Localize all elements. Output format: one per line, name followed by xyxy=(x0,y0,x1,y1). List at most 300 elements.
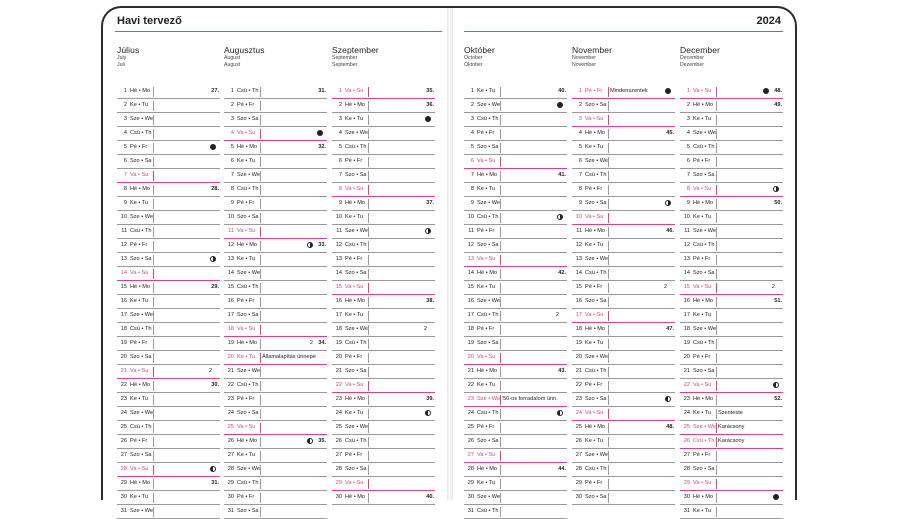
day-row[interactable] xyxy=(572,113,675,127)
day-row[interactable] xyxy=(224,267,327,281)
day-number: 6 xyxy=(338,158,342,164)
day-row[interactable] xyxy=(680,141,783,155)
day-row[interactable] xyxy=(464,169,567,183)
day-number: 9 xyxy=(338,200,342,206)
month-column-september xyxy=(332,45,435,500)
day-row[interactable] xyxy=(680,253,783,267)
day-row[interactable] xyxy=(224,85,327,99)
day-row[interactable] xyxy=(117,239,220,253)
day-row[interactable] xyxy=(464,393,567,407)
day-row[interactable] xyxy=(572,267,675,281)
day-row[interactable] xyxy=(224,351,327,365)
day-row[interactable] xyxy=(332,169,435,183)
day-row[interactable] xyxy=(572,99,675,113)
day-row[interactable] xyxy=(332,281,435,295)
day-number: 4 xyxy=(686,130,690,136)
day-row[interactable] xyxy=(572,281,675,295)
weekday-label: Szo • Sa xyxy=(345,368,367,374)
day-row[interactable] xyxy=(224,141,327,155)
day-row[interactable] xyxy=(464,323,567,337)
day-row[interactable] xyxy=(464,491,567,505)
day-row[interactable] xyxy=(680,211,783,225)
day-row[interactable] xyxy=(117,393,220,407)
weekday-label: Ke • Tu xyxy=(130,298,149,304)
day-row[interactable] xyxy=(680,435,783,449)
day-row[interactable] xyxy=(680,393,783,407)
day-number: 23 xyxy=(575,396,582,402)
weekday-label: Sze • We xyxy=(477,396,500,402)
day-number: 27 xyxy=(683,452,690,458)
day-row[interactable] xyxy=(572,407,675,421)
day-row[interactable] xyxy=(680,281,783,295)
day-row[interactable] xyxy=(680,379,783,393)
row-separator xyxy=(153,283,154,293)
weekday-label: Szo • Sa xyxy=(693,368,715,374)
day-row[interactable] xyxy=(464,309,567,323)
weekday-label: Szo • Sa xyxy=(130,256,152,262)
row-separator xyxy=(260,129,261,139)
day-row[interactable] xyxy=(680,99,783,113)
day-row[interactable] xyxy=(117,463,220,477)
day-number: 21 xyxy=(575,368,582,374)
weekday-label: Ke • Tu xyxy=(477,88,496,94)
day-row[interactable] xyxy=(680,463,783,477)
day-number: 29 xyxy=(683,480,690,486)
weekday-label: Szo • Sa xyxy=(345,466,367,472)
day-row[interactable] xyxy=(224,477,327,491)
day-list xyxy=(224,85,327,519)
row-separator xyxy=(260,213,261,223)
weekday-label: Va • Su xyxy=(693,88,712,94)
day-row[interactable] xyxy=(572,295,675,309)
day-number: 29 xyxy=(120,480,127,486)
day-row[interactable] xyxy=(680,421,783,435)
day-row[interactable] xyxy=(224,393,327,407)
day-row[interactable] xyxy=(224,169,327,183)
day-row[interactable] xyxy=(464,183,567,197)
day-row[interactable] xyxy=(332,449,435,463)
day-row[interactable] xyxy=(332,113,435,127)
day-row[interactable] xyxy=(680,323,783,337)
day-number: 15 xyxy=(335,284,342,290)
day-number: 24 xyxy=(227,410,234,416)
row-separator xyxy=(260,507,261,517)
day-row[interactable] xyxy=(680,127,783,141)
weekday-label: Csü • Th xyxy=(693,144,715,150)
day-row[interactable] xyxy=(117,183,220,197)
weekday-label: Hé • Mo xyxy=(130,88,150,94)
day-row[interactable] xyxy=(464,85,567,99)
day-row[interactable] xyxy=(680,85,783,99)
day-number: 9 xyxy=(230,200,234,206)
day-row[interactable] xyxy=(680,169,783,183)
day-row[interactable] xyxy=(464,253,567,267)
day-row[interactable] xyxy=(464,463,567,477)
day-row[interactable] xyxy=(332,239,435,253)
day-number: 26 xyxy=(467,438,474,444)
row-separator xyxy=(153,367,154,377)
row-separator xyxy=(608,451,609,461)
day-row[interactable] xyxy=(224,491,327,505)
row-separator xyxy=(153,465,154,475)
day-row[interactable] xyxy=(224,421,327,435)
day-row[interactable] xyxy=(332,309,435,323)
row-separator xyxy=(153,115,154,125)
day-row[interactable] xyxy=(332,225,435,239)
row-separator xyxy=(153,241,154,251)
day-row[interactable] xyxy=(224,225,327,239)
day-row[interactable] xyxy=(117,127,220,141)
day-row[interactable] xyxy=(464,365,567,379)
day-row[interactable] xyxy=(572,337,675,351)
day-row[interactable] xyxy=(332,323,435,337)
weekday-label: Hé • Mo xyxy=(693,102,713,108)
row-separator xyxy=(368,185,369,195)
day-row[interactable] xyxy=(224,99,327,113)
row-separator xyxy=(500,353,501,363)
day-row[interactable] xyxy=(224,379,327,393)
day-row[interactable] xyxy=(224,113,327,127)
row-separator xyxy=(500,115,501,125)
day-row[interactable] xyxy=(224,281,327,295)
day-row[interactable] xyxy=(117,365,220,379)
day-number: 2 xyxy=(123,102,127,108)
day-row[interactable] xyxy=(680,477,783,491)
day-row[interactable] xyxy=(572,141,675,155)
day-row[interactable] xyxy=(464,379,567,393)
day-row[interactable] xyxy=(332,491,435,505)
day-row[interactable] xyxy=(224,365,327,379)
day-row[interactable] xyxy=(464,477,567,491)
moon-phase-icon xyxy=(307,242,313,248)
day-row[interactable] xyxy=(572,183,675,197)
day-row[interactable] xyxy=(332,99,435,113)
month-name-en: November xyxy=(572,55,596,61)
weekday-label: Sze • We xyxy=(585,452,608,458)
day-number: 12 xyxy=(467,242,474,248)
day-number: 23 xyxy=(467,396,474,402)
weekday-label: Pé • Fr xyxy=(477,130,495,136)
day-number: 27 xyxy=(467,452,474,458)
row-separator xyxy=(608,241,609,251)
day-row[interactable] xyxy=(117,253,220,267)
weekday-label: Szo • Sa xyxy=(237,116,259,122)
row-separator xyxy=(153,325,154,335)
week-number: 48. xyxy=(666,424,674,430)
day-row[interactable] xyxy=(572,491,675,505)
day-row[interactable] xyxy=(680,113,783,127)
day-row[interactable] xyxy=(464,197,567,211)
day-number: 2 xyxy=(578,102,582,108)
moon-phase-icon xyxy=(425,410,431,416)
day-number: 5 xyxy=(578,144,582,150)
day-number: 1 xyxy=(123,88,127,94)
day-row[interactable] xyxy=(224,323,327,337)
day-row[interactable] xyxy=(572,393,675,407)
day-row[interactable] xyxy=(332,141,435,155)
weekday-label: Ke • Tu xyxy=(477,284,496,290)
weekday-label: Va • Su xyxy=(693,480,712,486)
day-row[interactable] xyxy=(224,407,327,421)
weekday-label: Hé • Mo xyxy=(130,284,150,290)
day-row[interactable] xyxy=(572,449,675,463)
day-row[interactable] xyxy=(680,491,783,505)
weekday-label: Sze • We xyxy=(477,298,500,304)
day-row[interactable] xyxy=(464,239,567,253)
row-separator xyxy=(500,143,501,153)
row-separator xyxy=(716,493,717,503)
day-number: 1 xyxy=(578,88,582,94)
day-row[interactable] xyxy=(332,183,435,197)
day-row[interactable] xyxy=(572,85,675,99)
day-row[interactable] xyxy=(332,463,435,477)
day-row[interactable] xyxy=(464,337,567,351)
day-row[interactable] xyxy=(680,155,783,169)
day-row[interactable] xyxy=(224,463,327,477)
day-row[interactable] xyxy=(117,505,220,519)
day-row[interactable] xyxy=(572,253,675,267)
day-row[interactable] xyxy=(117,155,220,169)
day-list xyxy=(117,85,220,519)
weekday-label: Csü • Th xyxy=(693,242,715,248)
day-row[interactable] xyxy=(332,365,435,379)
day-row[interactable] xyxy=(117,337,220,351)
day-row[interactable] xyxy=(117,491,220,505)
day-row[interactable] xyxy=(464,505,567,519)
day-number: 20 xyxy=(335,354,342,360)
weekday-label: Csü • Th xyxy=(345,144,367,150)
row-separator xyxy=(153,255,154,265)
day-row[interactable] xyxy=(224,435,327,449)
day-row[interactable] xyxy=(572,435,675,449)
weekday-label: Csü • Th xyxy=(477,410,499,416)
day-row[interactable] xyxy=(332,85,435,99)
day-row[interactable] xyxy=(572,239,675,253)
day-row[interactable] xyxy=(680,351,783,365)
day-row[interactable] xyxy=(464,113,567,127)
day-row[interactable] xyxy=(680,407,783,421)
day-row[interactable] xyxy=(572,323,675,337)
day-row[interactable] xyxy=(572,127,675,141)
day-row[interactable] xyxy=(332,211,435,225)
day-number: 20 xyxy=(575,354,582,360)
day-row[interactable] xyxy=(117,309,220,323)
day-row[interactable] xyxy=(117,211,220,225)
day-row[interactable] xyxy=(117,267,220,281)
weekday-label: Va • Su xyxy=(237,424,256,430)
day-row[interactable] xyxy=(332,477,435,491)
day-row[interactable] xyxy=(224,127,327,141)
day-number: 27 xyxy=(335,452,342,458)
day-row[interactable] xyxy=(117,295,220,309)
day-number: 15 xyxy=(683,284,690,290)
weekday-label: Hé • Mo xyxy=(237,242,257,248)
day-row[interactable] xyxy=(332,197,435,211)
month-name: Augusztus xyxy=(224,45,265,55)
weekday-label: Va • Su xyxy=(130,368,149,374)
day-number: 17 xyxy=(575,312,582,318)
day-row[interactable] xyxy=(464,281,567,295)
day-row[interactable] xyxy=(224,309,327,323)
weekday-label: Pé • Fr xyxy=(585,186,603,192)
moon-phase-icon xyxy=(557,102,563,108)
day-row[interactable] xyxy=(224,239,327,253)
moon-phase-icon xyxy=(763,88,769,94)
day-row[interactable] xyxy=(117,281,220,295)
day-row[interactable] xyxy=(572,155,675,169)
day-row[interactable] xyxy=(117,323,220,337)
day-row[interactable] xyxy=(464,449,567,463)
day-row[interactable] xyxy=(224,211,327,225)
day-number: 17 xyxy=(120,312,127,318)
day-number: 19 xyxy=(335,340,342,346)
day-number: 31 xyxy=(120,508,127,514)
day-row[interactable] xyxy=(572,365,675,379)
day-row[interactable] xyxy=(572,211,675,225)
weekday-label: Csü • Th xyxy=(237,88,259,94)
row-separator xyxy=(368,367,369,377)
day-row[interactable] xyxy=(572,225,675,239)
day-row[interactable] xyxy=(572,477,675,491)
day-row[interactable] xyxy=(464,435,567,449)
day-row[interactable] xyxy=(332,435,435,449)
day-row[interactable] xyxy=(332,127,435,141)
row-separator xyxy=(608,297,609,307)
day-row[interactable] xyxy=(117,141,220,155)
day-row[interactable] xyxy=(464,141,567,155)
row-separator xyxy=(500,297,501,307)
row-separator xyxy=(153,311,154,321)
day-row[interactable] xyxy=(464,155,567,169)
weekday-label: Hé • Mo xyxy=(585,326,605,332)
day-number: 2 xyxy=(470,102,474,108)
day-row[interactable] xyxy=(680,295,783,309)
day-row[interactable] xyxy=(680,309,783,323)
day-row[interactable] xyxy=(572,379,675,393)
day-row[interactable] xyxy=(117,435,220,449)
day-number: 21 xyxy=(467,368,474,374)
weekday-label: Pé • Fr xyxy=(693,452,711,458)
day-row[interactable] xyxy=(572,463,675,477)
day-row[interactable] xyxy=(464,225,567,239)
row-separator xyxy=(260,269,261,279)
row-separator xyxy=(153,227,154,237)
day-row[interactable] xyxy=(572,309,675,323)
day-number: 1 xyxy=(470,88,474,94)
day-row[interactable] xyxy=(464,127,567,141)
row-separator xyxy=(716,129,717,139)
weekday-label: Ke • Tu xyxy=(693,410,712,416)
day-row[interactable] xyxy=(224,505,327,519)
day-row[interactable] xyxy=(117,407,220,421)
day-row[interactable] xyxy=(464,407,567,421)
day-row[interactable] xyxy=(332,337,435,351)
day-number: 9 xyxy=(123,200,127,206)
day-row[interactable] xyxy=(224,253,327,267)
day-row[interactable] xyxy=(224,295,327,309)
day-number: 29 xyxy=(575,480,582,486)
row-separator xyxy=(500,507,501,517)
day-row[interactable] xyxy=(332,253,435,267)
day-number: 28 xyxy=(227,466,234,472)
day-row[interactable] xyxy=(224,155,327,169)
day-row[interactable] xyxy=(332,295,435,309)
day-row[interactable] xyxy=(680,365,783,379)
row-separator xyxy=(716,171,717,181)
day-row[interactable] xyxy=(224,183,327,197)
day-row[interactable] xyxy=(572,197,675,211)
day-row[interactable] xyxy=(332,379,435,393)
day-row[interactable] xyxy=(332,407,435,421)
day-marker: 2 xyxy=(663,284,667,290)
day-row[interactable] xyxy=(117,85,220,99)
day-row[interactable] xyxy=(332,351,435,365)
day-row[interactable] xyxy=(117,421,220,435)
day-row[interactable] xyxy=(680,239,783,253)
row-separator xyxy=(500,255,501,265)
weekday-label: Csü • Th xyxy=(130,326,152,332)
day-row[interactable] xyxy=(572,351,675,365)
day-row[interactable] xyxy=(332,421,435,435)
day-row[interactable] xyxy=(464,211,567,225)
day-row[interactable] xyxy=(680,505,783,519)
day-row[interactable] xyxy=(464,267,567,281)
day-row[interactable] xyxy=(224,197,327,211)
weekday-label: Hé • Mo xyxy=(345,494,365,500)
day-row[interactable] xyxy=(117,379,220,393)
day-row[interactable] xyxy=(680,183,783,197)
row-separator xyxy=(368,311,369,321)
day-row[interactable] xyxy=(680,267,783,281)
weekday-label: Sze • We xyxy=(693,228,716,234)
row-separator xyxy=(500,171,501,181)
day-number: 15 xyxy=(467,284,474,290)
weekday-label: Sze • We xyxy=(345,424,368,430)
day-row[interactable] xyxy=(572,169,675,183)
day-row[interactable] xyxy=(117,449,220,463)
day-row[interactable] xyxy=(224,337,327,351)
day-row[interactable] xyxy=(117,351,220,365)
day-row[interactable] xyxy=(464,351,567,365)
day-row[interactable] xyxy=(680,225,783,239)
day-row[interactable] xyxy=(117,225,220,239)
day-row[interactable] xyxy=(464,99,567,113)
weekday-label: Hé • Mo xyxy=(693,494,713,500)
day-row[interactable] xyxy=(117,477,220,491)
day-number: 22 xyxy=(467,382,474,388)
row-separator xyxy=(500,227,501,237)
day-number: 10 xyxy=(227,214,234,220)
day-row[interactable] xyxy=(680,449,783,463)
day-row[interactable] xyxy=(117,197,220,211)
row-separator xyxy=(368,283,369,293)
day-row[interactable] xyxy=(332,267,435,281)
day-row[interactable] xyxy=(680,337,783,351)
day-row[interactable] xyxy=(680,197,783,211)
day-row[interactable] xyxy=(332,393,435,407)
day-row[interactable] xyxy=(117,169,220,183)
day-row[interactable] xyxy=(117,113,220,127)
day-row[interactable] xyxy=(572,421,675,435)
day-row[interactable] xyxy=(117,99,220,113)
day-row[interactable] xyxy=(224,449,327,463)
right-page xyxy=(450,8,795,514)
row-separator xyxy=(608,395,609,405)
day-row[interactable] xyxy=(332,155,435,169)
day-row[interactable] xyxy=(464,421,567,435)
day-row[interactable] xyxy=(464,295,567,309)
day-marker: 2 xyxy=(423,326,427,332)
